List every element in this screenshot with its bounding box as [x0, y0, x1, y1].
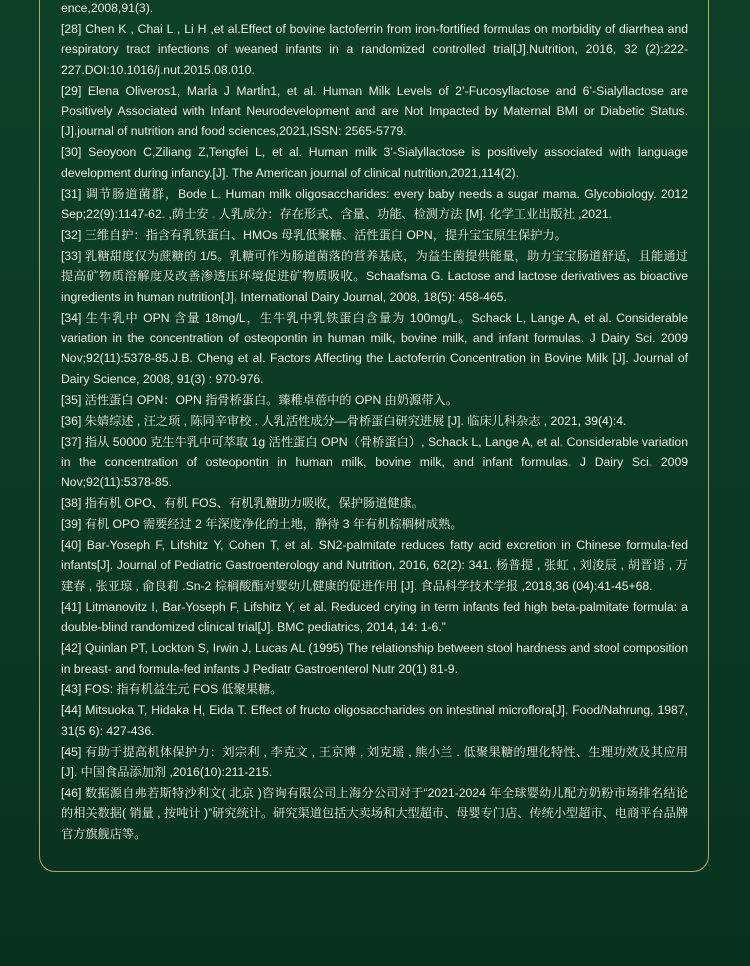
- reference-item: [39] 有机 OPO 需要经过 2 年深度净化的土地，静待 3 年有机棕榈树成熟。: [61, 517, 463, 532]
- reference-item: [45] 有助于提高机体保护力：刘宗利 , 李克文 , 王京博 , 刘克瑶 , 熊小兰 . 低聚果糖的理化特性、生理功效及其应用 [J]. 中国食品添加剂 ,2016(10):211-215.: [61, 744, 688, 780]
- reference-item: ence,2008,91(3).: [61, 1, 154, 15]
- reference-item: [35] 活性蛋白 OPN：OPN 指骨桥蛋白。臻稚卓蓓中的 OPN 由奶源带入。: [61, 392, 458, 407]
- reference-item: [40] Bar-Yoseph F, Lifshitz Y, Cohen T, et al. SN2-palmitate reduces fatty acid excretion in Chinese formula-fed infants[J]. Journal of Pediatric Gastroenterology and Nutrition, 2016, 62(2): 341. 杨普提 , 张虹 , 刘浚辰 , 胡晋语 , 万建春 , 张亚琼 , 俞良莉 .Sn-2 棕榈酸酯对婴幼儿健康的促进作用 [J]. 食品科学技术学报 ,2018,36 (04):41-45+68.: [61, 538, 688, 593]
- reference-item: [36] 朱婧综述 , 汪之顼 , 陈同辛审校 . 人乳活性成分—骨桥蛋白研究进展 [J]. 临床儿科杂志 , 2021, 39(4):4.: [61, 413, 627, 428]
- reference-item: [42] Quinlan PT, Lockton S, Irwin J, Lucas AL (1995) The relationship between stool hardness and stool composition in breast- and formula-fed infants J Pediatr Gastroenterol Nutr 20(1) 81-9.: [61, 641, 688, 676]
- reference-list: [61, 0, 688, 844]
- reference-item: [32] 三维自护：指含有乳铁蛋白、HMOs 母乳低聚糖、活性蛋白 OPN，提升宝宝原生保护力。: [61, 227, 567, 242]
- reference-item: [31] 调节肠道菌群，Bode L. Human milk oligosaccharides: every baby needs a sugar mama. Glycobiology. 2012 Sep;22(9):1147-62. ,荫士安 . 人乳成分：存在形式、含量、功能、检测方法 [M]. 化学工业出版社 ,2021.: [61, 186, 688, 222]
- reference-item: [34] 生牛乳中 OPN 含量 18mg/L，生牛乳中乳铁蛋白含量为 100mg/L。Schack L, Lange A, et al. Considerable variation in the concentration of osteopontin in human milk, bovine milk, and infant formulas. J Dairy Sci. 2009 Nov;92(11):5378-85.J.B. Cheng et al. Factors Affecting the Lactoferrin Concentration in Bovine Milk [J]. Journal of Dairy Science, 2008, 91(3) : 970-976.: [61, 310, 688, 386]
- reference-item: [33] 乳糖甜度仅为蔗糖的 1/5。乳糖可作为肠道菌落的营养基底，为益生菌提供能量，助力宝宝肠道舒适，且能通过提高矿物质溶解度及改善渗透压环境促进矿物质吸收。Schaafsma G. Lactose and lactose derivatives as bioactive ingredients in human nutrition[J]. International Dairy Journal, 2008, 18(5): 458-465.: [61, 248, 688, 304]
- reference-item: [38] 指有机 OPO、有机 FOS、有机乳糖助力吸收，保护肠道健康。: [61, 496, 424, 511]
- reference-item: [44] Mitsuoka T, Hidaka H, Eida T. Effect of fructo oligosaccharides on intestinal microflora[J]. Food/Nahrung, 1987, 31(5 6): 427-436.: [61, 703, 688, 738]
- reference-item: [46] 数据源自弗若斯特沙利文( 北京 )咨询有限公司上海分公司对于“2021-2024 年全球婴幼儿配方奶粉市场排名结论的相关数据( 销量 , 按吨计 )”研究统计。研究渠道包括大卖场和大型超市、母婴专门店、传统小型超市、电商平台品牌官方旗舰店等。: [61, 785, 688, 841]
- reference-item: [41] Litmanovitz I, Bar-Yoseph F, Lifshitz Y, et al. Reduced crying in term infants fed high beta-palmitate formula: a double-blind randomized clinical trial[J]. BMC pediatrics, 2014, 14: 1-6.”: [61, 599, 688, 635]
- reference-item: [28] Chen K , Chai L , Li H ,et al.Effect of bovine lactoferrin from iron-fortified formulas on morbidity of diarrhea and respiratory tract infections of weaned infants in a randomized controlled trial[J].Nutrition, 2016, 32 (2):222-227.DOI:10.1016/j.nut.2015.08.010.: [61, 21, 688, 77]
- reference-item: [43] FOS: 指有机益生元 FOS 低聚果糖。: [61, 682, 283, 697]
- references-panel: [39, 0, 709, 872]
- reference-item: [30] Seoyoon C,Ziliang Z,Tengfei L, et al. Human milk 3’-Sialyllactose is positively associated with language development during infancy.[J]. The American journal of clinical nutrition,2021,114(2).: [61, 145, 688, 180]
- reference-item: [29] Elena Oliveros1, Marĺa J Martĺn1, et al. Human Milk Levels of 2’-Fucosyllactose and 6’-Sialyllactose are Positively Associated with Infant Neurodevelopment and are Not Impacted by Maternal BMI or Diabetic Status.[J].journal of nutrition and food sciences,2021,ISSN: 2565-5779.: [61, 83, 688, 139]
- reference-item: [37] 指从 50000 克生牛乳中可萃取 1g 活性蛋白 OPN（骨桥蛋白）, Schack L, Lange A, et al. Considerable variation in the concentration of osteopontin in human milk, bovine milk, and infant formulas. J Dairy Sci. 2009 Nov;92(11):5378-85.: [61, 434, 688, 490]
